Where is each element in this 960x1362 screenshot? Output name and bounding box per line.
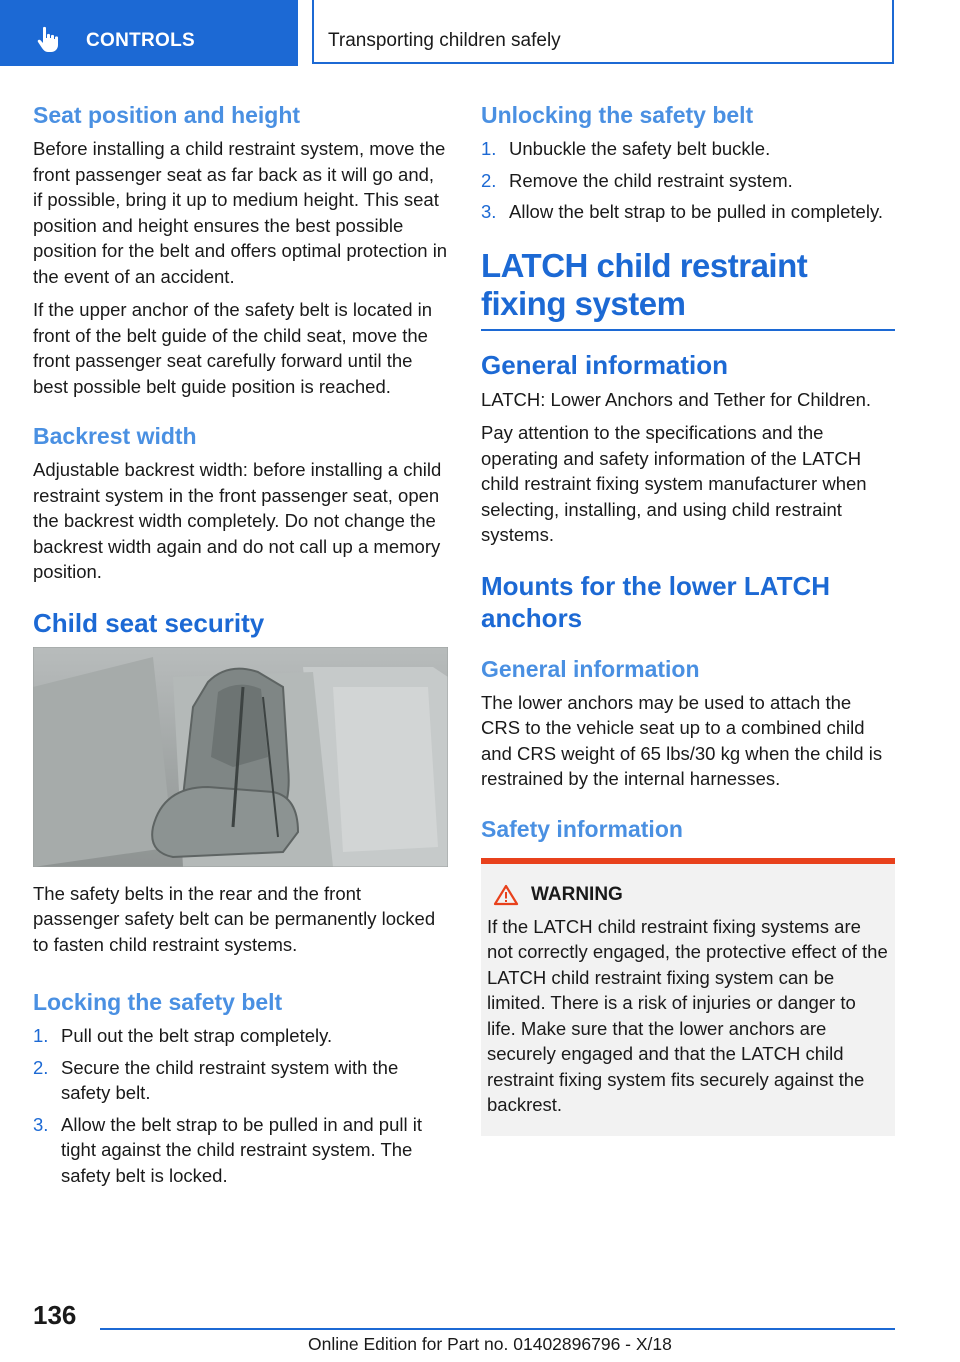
section-tab[interactable] bbox=[0, 0, 298, 66]
child-seat-photo bbox=[33, 647, 448, 867]
warning-box bbox=[481, 858, 895, 1136]
footer-divider bbox=[100, 1328, 895, 1330]
child-seat-security-paragraph: The safety belts in the rear and the front passenger safety belt can be permanently locked to fasten child restraint systems. bbox=[33, 882, 436, 955]
warning-label: WARNING bbox=[531, 883, 623, 905]
warning-text: If the LATCH child restraint fixing systems are not correctly engaged, the protective effect of the LATCH child restraint fixing system can be limited. There is a risk of injuries or danger to life. Make sure that the lower anchors are securely engaged and that the LATCH child restraint fixing system fits securely against the backrest. bbox=[487, 915, 888, 1115]
backrest-width-heading: Backrest width bbox=[33, 423, 197, 449]
locking-steps-list bbox=[33, 1023, 448, 1188]
right-column bbox=[481, 100, 895, 1136]
hand-pointer-icon bbox=[34, 24, 64, 54]
page-header bbox=[0, 0, 960, 66]
warning-triangle-icon bbox=[493, 884, 519, 906]
latch-heading-block bbox=[481, 247, 895, 331]
section-tab-label: CONTROLS bbox=[86, 30, 196, 51]
backrest-width-paragraph: Adjustable backrest width: before installing a child restraint system in the front passenger seat, open the backrest width completely. Do not change the backrest width again and do not call up a memory position. bbox=[33, 459, 442, 582]
general-information-paragraph-1: LATCH: Lower Anchors and Tether for Children. bbox=[481, 388, 872, 410]
general-information-paragraph-2: Pay attention to the specifications and the operating and safety information of the LATCH child restraint fixing system manufacturer when selecting, installing, and using child restraint systems. bbox=[481, 422, 867, 545]
unlocking-steps-list bbox=[481, 136, 895, 225]
page-number: 136 bbox=[33, 1300, 77, 1330]
list-item: 3. Allow the belt strap to be pulled in completely. bbox=[481, 201, 883, 222]
list-item: 2. Secure the child restraint system with the safety belt. bbox=[33, 1056, 399, 1103]
mounts-general-heading: General information bbox=[481, 655, 700, 682]
general-information-heading: General information bbox=[481, 349, 729, 380]
unlocking-belt-heading: Unlocking the safety belt bbox=[481, 102, 754, 128]
list-item: 2. Remove the child restraint system. bbox=[481, 169, 793, 191]
seat-position-heading: Seat position and height bbox=[33, 102, 301, 128]
seat-position-paragraph-1: Before installing a child restraint system, move the front passenger seat as far back as it will go and, if possible, bring it up to medium height. This seat position and height ensures the best possible position for the belt and offers optimal protection in the event of an accident. bbox=[33, 138, 448, 287]
child-seat-security-heading: Child seat security bbox=[33, 607, 265, 638]
seat-position-paragraph-2: If the upper anchor of the safety belt is located in front of the belt guide of the child seat, move the front passenger seat carefully forward until the best possible belt guide position is reached. bbox=[33, 299, 433, 397]
left-column bbox=[33, 100, 448, 1196]
list-item: 1. Pull out the belt strap completely. bbox=[33, 1025, 333, 1046]
safety-information-heading: Safety information bbox=[481, 815, 683, 842]
chapter-title-box bbox=[312, 0, 894, 64]
footer-edition: Online Edition for Part no. 01402896796 - X/18 bbox=[308, 1334, 672, 1354]
locking-belt-heading: Locking the safety belt bbox=[33, 989, 283, 1015]
chapter-title: Transporting children safely bbox=[328, 30, 561, 51]
list-item: 3. Allow the belt strap to be pulled in and pull it tight against the child restraint system. The safety belt is locked. bbox=[33, 1113, 422, 1186]
mounts-paragraph: The lower anchors may be used to attach the CRS to the vehicle seat up to a combined child and CRS weight of 65 lbs/30 kg when the child is restrained by the internal harnesses. bbox=[481, 691, 883, 789]
latch-system-heading: LATCH child restraint fixing system bbox=[481, 246, 808, 322]
mounts-heading: Mounts for the lower LATCH anchors bbox=[481, 570, 831, 633]
list-item: 1. Unbuckle the safety belt buckle. bbox=[481, 138, 771, 159]
